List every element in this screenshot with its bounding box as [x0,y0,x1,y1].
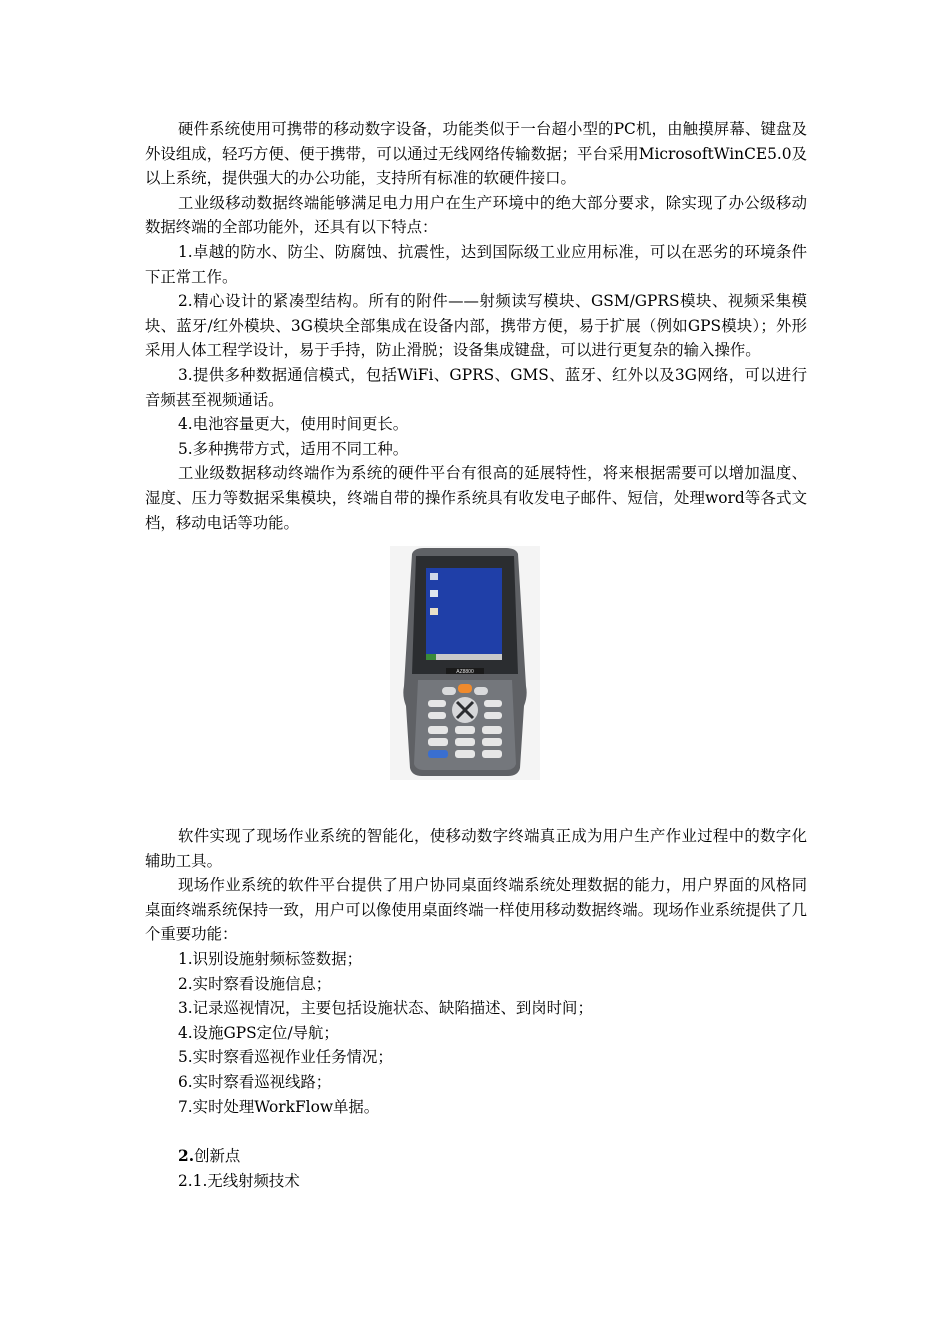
orange-scan-key [458,684,472,693]
function-item-6: 6.实时察看巡视线路； [178,1073,332,1092]
function-item-4: 4.设施GPS定位/导航； [178,1023,339,1042]
feature-item-1: 1.卓越的防水、防尘、防腐蚀、抗震性，达到国际级工业应用标准，可以在恶劣的环境条件下正常工作。 [145,242,807,286]
key-f2 [484,700,502,707]
recycle-bin-icon [430,590,438,597]
feature-item-4: 4.电池容量更大，使用时间更长。 [178,415,409,434]
paragraph-software-platform: 现场作业系统的软件平台提供了用户协同桌面终端系统处理数据的能力，用户界面的风格同桌面终端系统保持一致，用户可以像使用桌面终端一样使用移动数据终端。现场作业系统提供了几个重要功能： [145,876,807,944]
function-item-3: 3.记录巡视情况，主要包括设施状态、缺陷描述、到岗时间； [178,999,593,1018]
section-heading-innovation [145,1144,807,1169]
feature-item-5: 5.多种携带方式，适用不同工种。 [178,439,409,458]
subsection-heading-rfid: 2.1.无线射频技术 [178,1171,300,1190]
start-button-icon [426,654,436,660]
heading-text: 创新点 [194,1147,241,1166]
paragraph-extension: 工业级数据移动终端作为系统的硬件平台有很高的延展特性，将来根据需要可以增加温度、湿度、压力等数据采集模块，终端自带的操作系统具有收发电子邮件、短信，处理word等各式文档，移动电话等功能。 [145,464,807,532]
section-spacer [145,1119,807,1144]
numeric-keys [428,726,502,758]
heading-number: 2. [178,1147,195,1166]
mobile-terminal-photo [390,546,540,780]
figure-container [145,546,807,804]
brand-label: AZ8800 [456,669,474,676]
paragraph-software-intro: 软件实现了现场作业系统的智能化，使移动数字终端真正成为用户生产作业过程中的数字化辅助工具。 [145,827,807,870]
feature-item-2: 2.精心设计的紧凑型结构。所有的附件——射频读写模块、GSM/GPRS模块、视频采集模块、蓝牙/红外模块、3G模块全部集成在设备内部，携带方便，易于扩展（例如GPS模块）；外形采用人体工程学设计，易于手持，防止滑脱；设备集成键盘，可以进行更复杂的输入操作。 [145,292,807,360]
my-computer-icon [430,573,438,580]
soft-key-right [474,687,488,695]
key-f3 [428,712,446,719]
handheld-device-illustration [390,546,540,780]
function-item-5: 5.实时察看巡视作业任务情况； [178,1048,393,1067]
paragraph-industrial-terminal: 工业级移动数据终端能够满足电力用户在生产环境中的绝大部分要求，除实现了办公级移动数据终端的全部功能外，还具有以下特点： [145,193,807,237]
key-f1 [428,700,446,707]
wordpad-icon [430,608,438,615]
soft-key-left [442,687,456,695]
function-item-7: 7.实时处理WorkFlow单据。 [178,1097,380,1116]
feature-item-3: 3.提供多种数据通信模式，包括WiFi、GPRS、GMS、蓝牙、红外以及3G网络，可以进行音频甚至视频通话。 [145,365,807,409]
function-item-1: 1.识别设施射频标签数据； [178,950,362,969]
taskbar [426,654,502,660]
document-body [145,117,807,1193]
key-f4 [484,712,502,719]
function-item-2: 2.实时察看设施信息； [178,974,332,993]
paragraph-hardware-intro: 硬件系统使用可携带的移动数字设备，功能类似于一台超小型的PC机，由触摸屏幕、键盘及外设组成，轻巧方便、便于携带，可以通过无线网络传输数据；平台采用MicrosoftWinCE5.0及以上系统，提供强大的办公功能，支持所有标准的软硬件接口。 [145,120,807,188]
